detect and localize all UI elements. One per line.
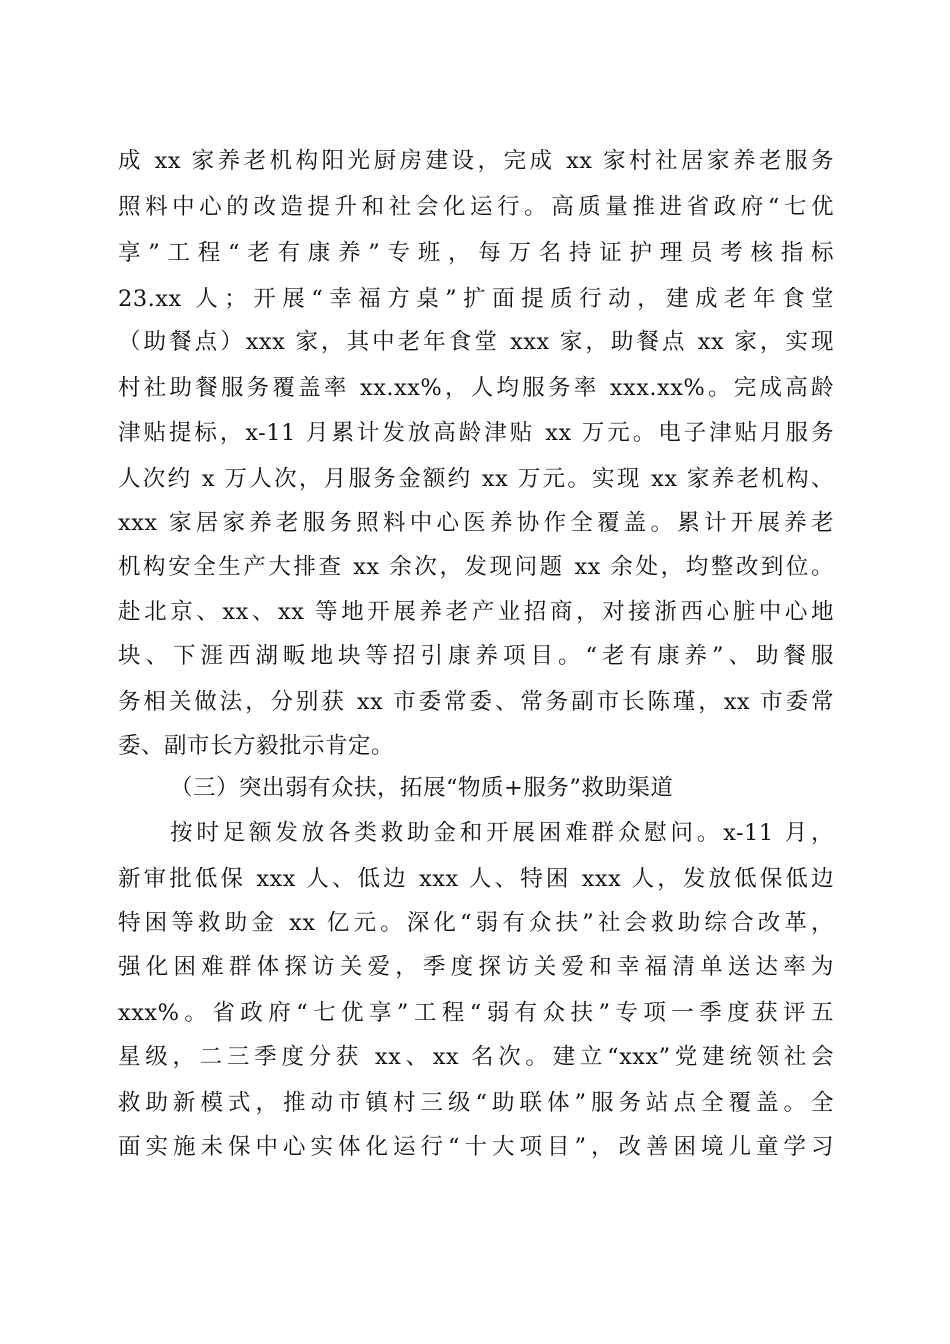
text-line: xxx 家居家养老服务照料中心医养协作全覆盖。累计开展养老	[118, 510, 834, 536]
text-line: 委、副市长方毅批示肯定。	[118, 733, 395, 759]
text-line: 块、下涯西湖畈地块等招引康养项目。“老有康养”、助餐服	[118, 643, 834, 669]
text-line: 成 xx 家养老机构阳光厨房建设，完成 xx 家村社居家养老服务	[118, 148, 834, 174]
section-heading: （三）突出弱有众扶，拓展“物质+服务”救助渠道	[170, 775, 674, 801]
text-line: 照料中心的改造提升和社会化运行。高质量推进省政府“七优	[118, 194, 834, 220]
text-line: 救助新模式，推动市镇村三级“助联体”服务站点全覆盖。全	[118, 1090, 834, 1116]
text-line: 津贴提标，x-11 月累计发放高龄津贴 xx 万元。电子津贴月服务	[118, 420, 834, 446]
text-line: 享”工程“老有康养”专班，每万名持证护理员考核指标	[118, 240, 834, 266]
text-line: 特困等救助金 xx 亿元。深化“弱有众扶”社会救助综合改革，	[118, 910, 834, 936]
text-line: 务相关做法，分别获 xx 市委常委、常务副市长陈瑾，xx 市委常	[118, 689, 834, 715]
text-line: 23.xx 人；开展“幸福方桌”扩面提质行动，建成老年食堂	[118, 286, 834, 312]
text-line: xxx%。省政府“七优享”工程“弱有众扶”专项一季度获评五	[118, 1000, 834, 1026]
text-line: 村社助餐服务覆盖率 xx.xx%，人均服务率 xxx.xx%。完成高龄	[118, 375, 834, 401]
text-line: 机构安全生产大排查 xx 余次，发现问题 xx 余处，均整改到位。	[118, 554, 834, 580]
text-line: 面实施未保中心实体化运行“十大项目”，改善困境儿童学习	[118, 1134, 834, 1160]
text-line: （助餐点）xxx 家，其中老年食堂 xxx 家，助餐点 xx 家，实现	[118, 329, 834, 355]
text-line: 强化困难群体探访关爱，季度探访关爱和幸福清单送达率为	[118, 954, 834, 980]
text-line: 人次约 x 万人次，月服务金额约 xx 万元。实现 xx 家养老机构、	[118, 466, 834, 492]
text-line: 按时足额发放各类救助金和开展困难群众慰问。x-11 月，	[170, 820, 834, 846]
text-line: 新审批低保 xxx 人、低边 xxx 人、特困 xxx 人，发放低保低边	[118, 866, 834, 892]
text-line: 赴北京、xx、xx 等地开展养老产业招商，对接浙西心脏中心地	[118, 599, 834, 625]
text-line: 星级，二三季度分获 xx、xx 名次。建立“xxx”党建统领社会	[118, 1044, 834, 1070]
